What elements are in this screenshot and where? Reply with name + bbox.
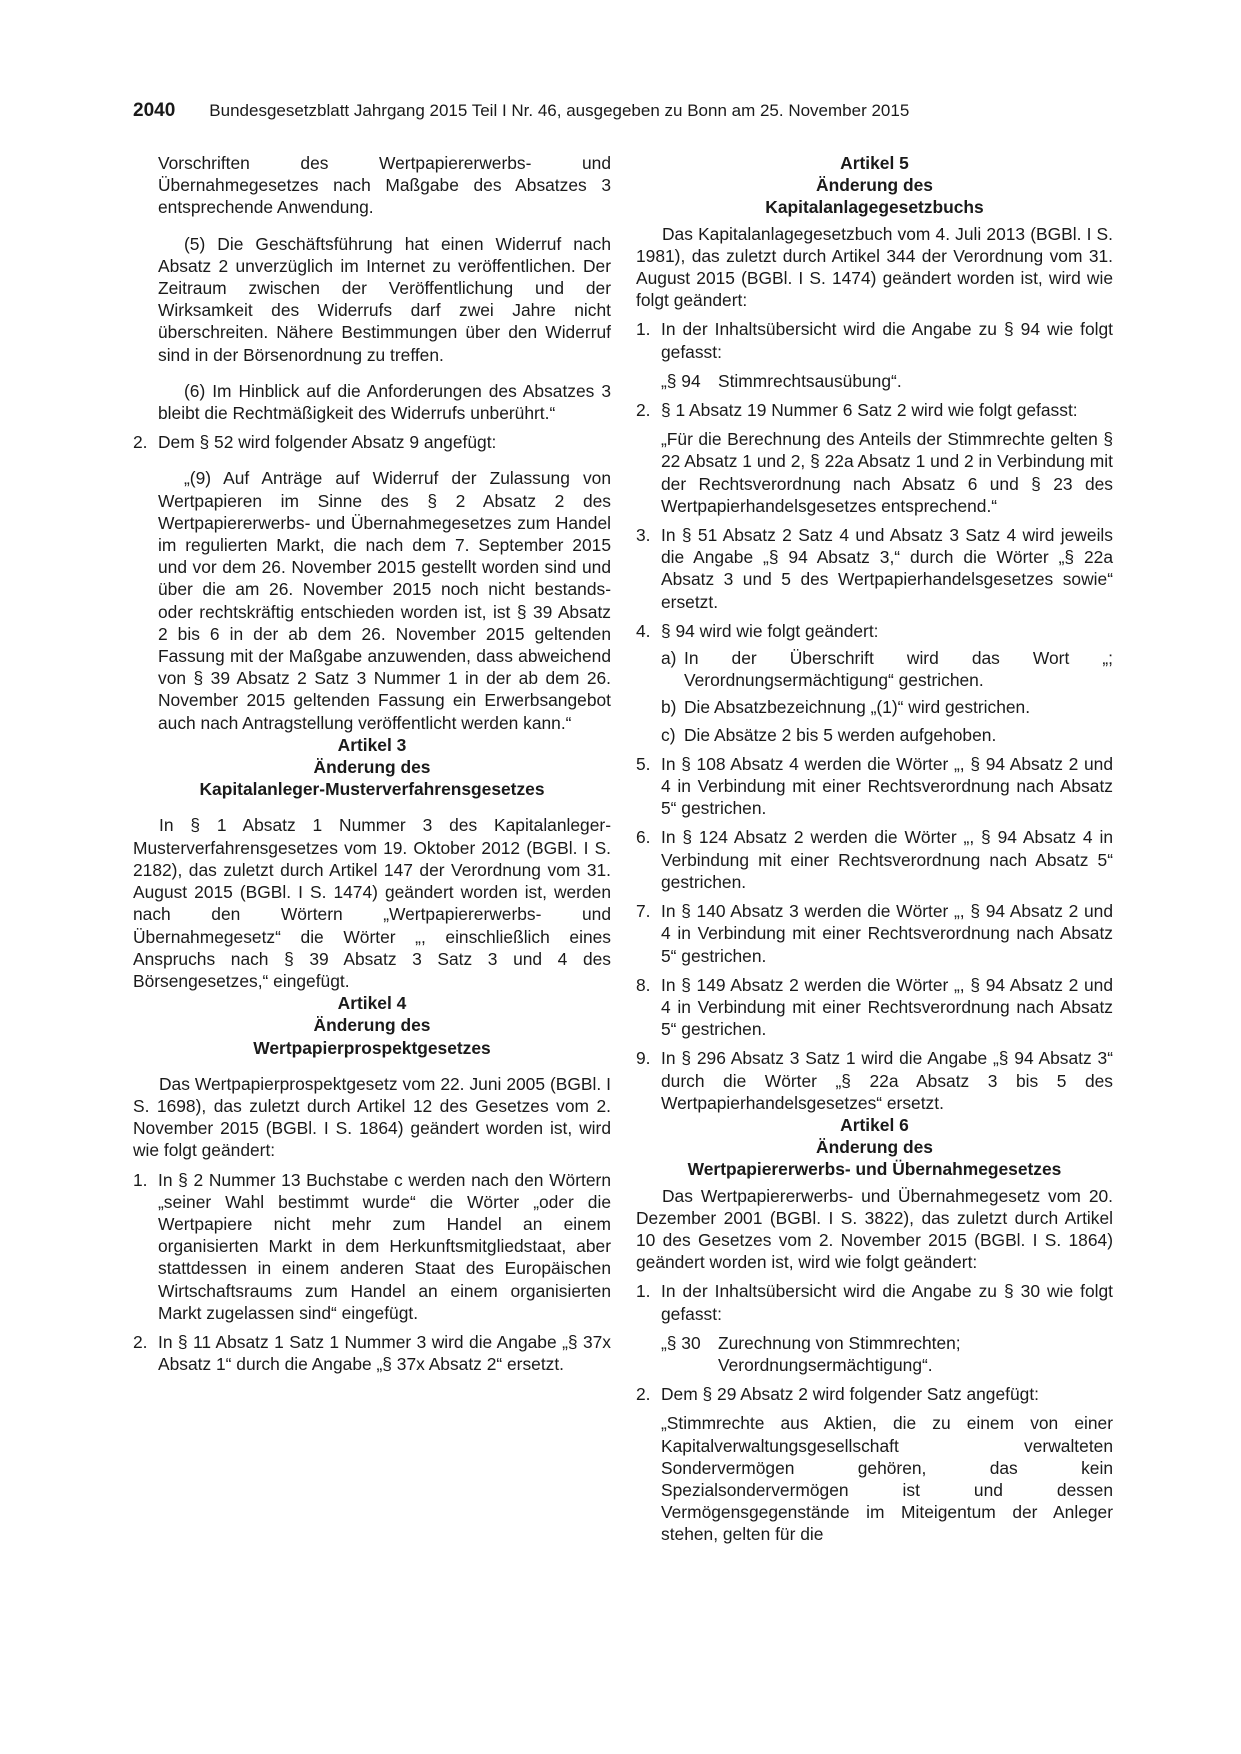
page-number: 2040	[133, 100, 176, 121]
article-4-subtitle-1: Änderung des	[313, 1015, 431, 1036]
paragraph-6: (6) Im Hinblick auf die Anforderungen des Absatzes 3 bleibt die Rechtmäßigkeit des Widerrufs unberührt.“	[158, 380, 611, 424]
article-5-title: Artikel 5	[840, 153, 909, 173]
item-text: § 94 wird wie folgt geändert:	[661, 620, 879, 641]
article-5-body: Das Kapitalanlagegesetzbuch vom 4. Juli 2013 (BGBl. I S. 1981), das zuletzt durch Artikel 344 der Verordnung vom 31. August 2015 (BGBl. I S. 1474) geändert worden ist, wird wie folgt geändert:	[636, 223, 1113, 311]
item-number: 2.	[636, 400, 651, 421]
quote-text: „Stimmrechte aus Aktien, die zu einem von einer Kapitalverwaltungsgesellschaft verwalteten Sondervermögen gehören, das kein Spezialsondervermögen ist und dessen Vermögensgegenstände im Miteigentum der Anleger stehen, gelten für die	[661, 1413, 1113, 1545]
quote-text: „Für die Berechnung des Anteils der Stimmrechte gelten § 22 Absatz 1 und 2, § 22a Absatz 1 und 2 in Verbindung mit der Rechtsverordnung nach Absatz 6 und § 23 des Wertpapierhandelsgesetzes entsprechend.“	[661, 429, 1113, 516]
article-6-subtitle-2: Wertpapiererwerbs- und Übernahmegesetzes	[687, 1159, 1062, 1180]
item-text: In der Inhaltsübersicht wird die Angabe zu § 94 wie folgt gefasst:	[661, 319, 1113, 362]
item-text: In § 124 Absatz 2 werden die Wörter „, § 94 Absatz 4 in Verbindung mit einer Rechtsverordnung nach Absatz 5“ gestrichen.	[661, 827, 1113, 892]
item-text: In § 149 Absatz 2 werden die Wörter „, § 94 Absatz 2 und 4 in Verbindung mit einer Rechtsverordnung nach Absatz 5“ gestrichen.	[661, 974, 1113, 1040]
item-number: 2.	[133, 1331, 148, 1352]
quoted-sentence	[636, 1412, 1113, 1545]
toc-entry	[636, 370, 1113, 392]
sub-list-item	[661, 724, 1113, 746]
article-6-body: Das Wertpapiererwerbs- und Übernahmegesetz vom 20. Dezember 2001 (BGBl. I S. 3822), das zuletzt durch Artikel 10 des Gesetzes vom 2. November 2015 (BGBl. I S. 1864) geändert worden ist, wird wie folgt geändert:	[636, 1185, 1113, 1273]
item-number: 9.	[636, 1048, 651, 1069]
item-text: Dem § 52 wird folgender Absatz 9 angefügt:	[158, 432, 497, 453]
article-6-title: Artikel 6	[840, 1114, 909, 1135]
item-number: 2.	[133, 432, 148, 453]
sub-item-text: Die Absatzbezeichnung „(1)“ wird gestrichen.	[684, 697, 1031, 718]
list-item	[636, 826, 1113, 893]
article-3-title: Artikel 3	[337, 734, 407, 755]
quote-text: „(9) Auf Anträge auf Widerruf der Zulassung von Wertpapieren im Sinne des § 2 Absatz 2 des Wertpapiererwerbs- und Übernahmegesetzes zum Handel im regulierten Markt, die nach dem 7. September 2015 und vor dem 26. November 2015 gestellt worden sind und über die am 26. November 2015 noch nicht bestands- oder rechtskräftig entschieden worden ist, ist § 39 Absatz 2 bis 6 in der ab dem 26. November 2015 geltenden Fassung mit der Maßgabe anzuwenden, dass abweichend von § 39 Absatz 2 Satz 3 Nummer 1 in der ab dem 26. November 2015 geltenden Fassung ein Erwerbsangebot auch nach Antragstellung veröffentlicht werden kann.“	[158, 468, 611, 733]
item-text: In § 296 Absatz 3 Satz 1 wird die Angabe „§ 94 Absatz 3“ durch die Wörter „§ 22a Absatz 3 bis 5 des Wertpapierhandelsgesetzes“ ersetzt.	[661, 1048, 1113, 1113]
paragraph-5: (5) Die Geschäftsführung hat einen Widerruf nach Absatz 2 unverzüglich im Internet zu veröffentlichen. Der Zeitraum zwischen der Veröffentlichung und der Wirksamkeit des Widerrufs darf zwei Jahre nicht überschreiten. Nähere Bestimmungen über den Widerruf sind in der Börsenordnung zu treffen.	[158, 233, 611, 365]
article-5-subtitle-2: Kapitalanlagegesetzbuchs	[765, 197, 984, 218]
list-item	[636, 1047, 1113, 1114]
list-item	[636, 1280, 1113, 1324]
list-item	[133, 1331, 611, 1375]
left-column	[133, 152, 611, 1375]
article-3-subtitle-1: Änderung des	[313, 757, 431, 778]
quoted-sentence	[636, 428, 1113, 517]
list-item	[133, 431, 611, 453]
sub-list-item	[661, 647, 1113, 691]
list-item	[636, 753, 1113, 820]
article-5-subtitle-1: Änderung des	[816, 175, 933, 196]
article-4-title: Artikel 4	[337, 993, 407, 1014]
article-4-subtitle-2: Wertpapierprospektgesetzes	[253, 1037, 491, 1058]
page-header	[133, 100, 1013, 122]
toc-entry	[636, 1332, 1113, 1376]
list-item	[636, 399, 1113, 421]
toc-value: Zurechnung von Stimmrechten; Verordnungsermächtigung“.	[718, 1332, 961, 1375]
item-text: In der Inhaltsübersicht wird die Angabe zu § 30 wie folgt gefasst:	[661, 1281, 1113, 1324]
toc-key: „§ 94	[661, 370, 701, 391]
sub-item-text: In der Überschrift wird das Wort „; Verordnungsermächtigung“ gestrichen.	[684, 648, 1113, 691]
item-text: Dem § 29 Absatz 2 wird folgender Satz angefügt:	[661, 1384, 1039, 1405]
item-number: 2.	[636, 1384, 651, 1405]
item-text: In § 51 Absatz 2 Satz 4 und Absatz 3 Satz 4 wird jeweils die Angabe „§ 94 Absatz 3,“ durch die Wörter „§ 22a Absatz 3 und 5 des Wertpapierhandelsgesetzes sowie“ ersetzt.	[661, 525, 1113, 612]
item-text: § 1 Absatz 19 Nummer 6 Satz 2 wird wie folgt gefasst:	[661, 400, 1078, 421]
list-item	[636, 974, 1113, 1041]
sub-item-letter: c)	[661, 724, 676, 745]
article-4-body: Das Wertpapierprospektgesetz vom 22. Juni 2005 (BGBl. I S. 1698), das zuletzt durch Artikel 12 des Gesetzes vom 2. November 2015 (BGBl. I S. 1864) geändert worden ist, wird wie folgt geändert:	[133, 1073, 611, 1161]
item-number: 6.	[636, 827, 651, 848]
item-number: 1.	[636, 1281, 651, 1302]
list-item	[636, 524, 1113, 613]
item-number: 4.	[636, 620, 651, 641]
list-item	[133, 1169, 611, 1324]
item-text: In § 140 Absatz 3 werden die Wörter „, § 94 Absatz 2 und 4 in Verbindung mit einer Rechtsverordnung nach Absatz 5“ gestrichen.	[661, 901, 1113, 966]
item-text: In § 2 Nummer 13 Buchstabe c werden nach den Wörtern „seiner Wahl bestimmt wurde“ die Wörter „oder die Wertpapiere nicht mehr zum Handel an einem organisierten Markt in dem Herkunftsmitgliedstaat, aber stattdessen in einem anderen Staat des Europäischen Wirtschaftsraums zum Handel an einem organisierten Markt zugelassen sind“ eingefügt.	[158, 1169, 611, 1323]
quoted-paragraph-9	[133, 467, 611, 733]
toc-key: „§ 30	[661, 1332, 701, 1353]
item-number: 1.	[636, 319, 651, 340]
sub-item-letter: a)	[661, 648, 677, 669]
list-item	[636, 318, 1113, 362]
item-number: 8.	[636, 974, 651, 995]
item-number: 7.	[636, 901, 651, 922]
list-item	[636, 620, 1113, 642]
item-number: 5.	[636, 753, 651, 774]
sub-list-item	[661, 696, 1113, 718]
item-text: In § 108 Absatz 4 werden die Wörter „, § 94 Absatz 2 und 4 in Verbindung mit einer Rechtsverordnung nach Absatz 5“ gestrichen.	[661, 753, 1113, 819]
sub-item-text: Die Absätze 2 bis 5 werden aufgehoben.	[684, 724, 997, 745]
article-6-subtitle-1: Änderung des	[816, 1137, 933, 1158]
list-item	[636, 900, 1113, 967]
item-number: 3.	[636, 525, 651, 546]
article-3-subtitle-2: Kapitalanleger-Musterverfahrensgesetzes	[199, 779, 545, 800]
list-item	[636, 1383, 1113, 1405]
item-number: 1.	[133, 1169, 148, 1190]
item-text: In § 11 Absatz 1 Satz 1 Nummer 3 wird die Angabe „§ 37x Absatz 1“ durch die Angabe „§ 37x Absatz 2“ ersetzt.	[158, 1331, 611, 1375]
continued-intro: Vorschriften des Wertpapiererwerbs- und Übernahmegesetzes nach Maßgabe des Absatzes 3 entsprechende Anwendung.	[158, 153, 611, 218]
toc-value: Stimmrechtsausübung“.	[718, 370, 902, 391]
continued-item	[133, 152, 611, 424]
sub-list	[636, 647, 1113, 746]
article-3-body: In § 1 Absatz 1 Nummer 3 des Kapitalanleger-Musterverfahrensgesetzes vom 19. Oktober 2012 (BGBl. I S. 2182), das zuletzt durch Artikel 147 der Verordnung vom 31. August 2015 (BGBl. I S. 1474) geändert worden ist, werden nach den Wörtern „Wertpapiererwerbs- und Übernahmegesetz“ die Wörter „, einschließlich eines Anspruchs nach § 39 Absatz 3 Satz 3 und 4 des Börsengesetzes,“ eingefügt.	[133, 815, 611, 991]
right-column	[636, 152, 1113, 1546]
sub-item-letter: b)	[661, 697, 677, 718]
gazette-title: Bundesgesetzblatt Jahrgang 2015 Teil I Nr. 46, ausgegeben zu Bonn am 25. November 2015	[209, 101, 910, 120]
